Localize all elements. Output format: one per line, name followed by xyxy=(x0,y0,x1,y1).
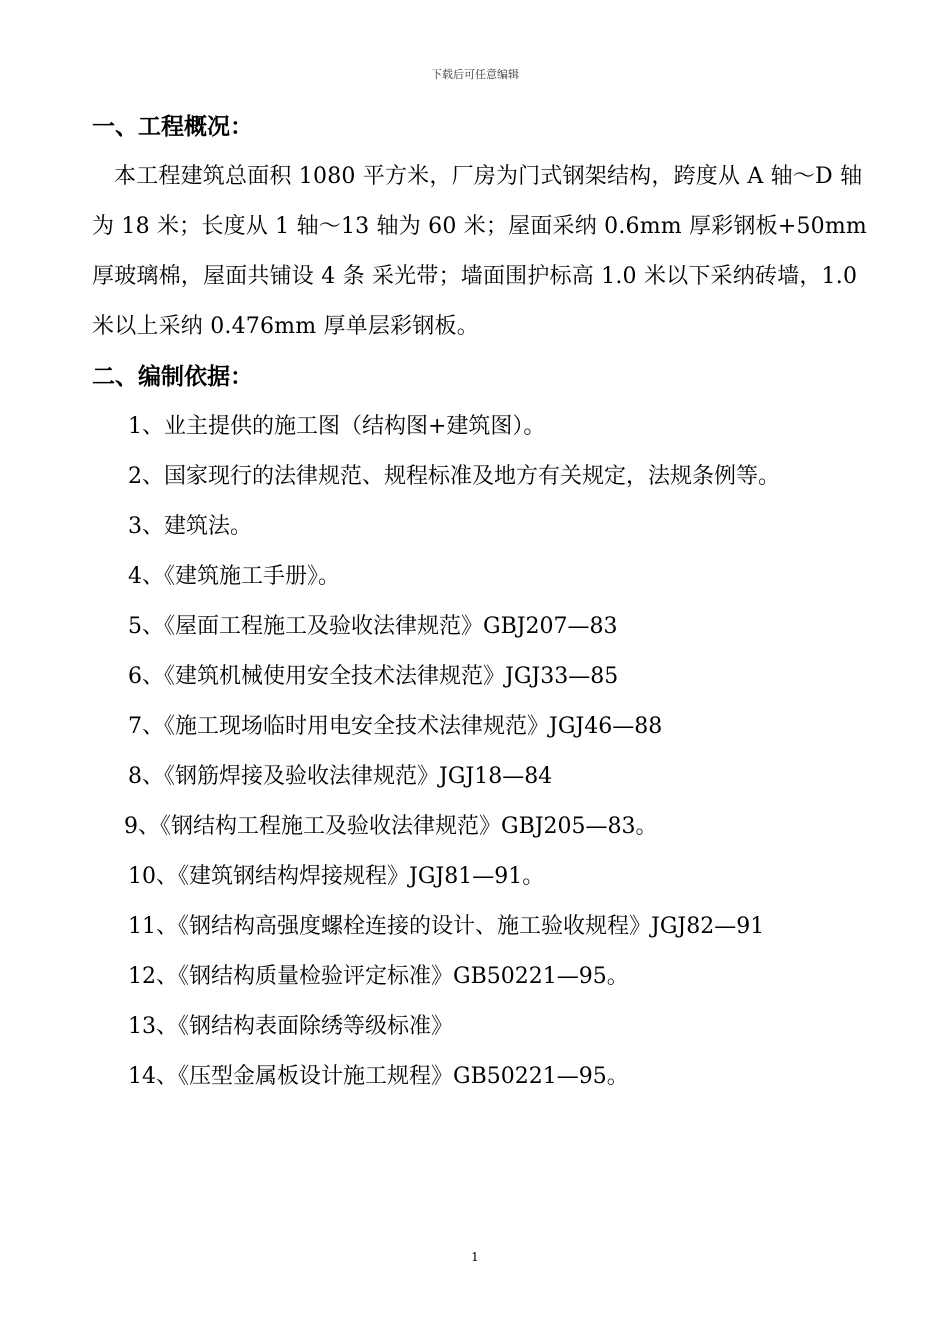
list-item: 13、《钢结构表面除绣等级标准》 xyxy=(128,1014,453,1039)
list-item: 10、《建筑钢结构焊接规程》JGJ81—91。 xyxy=(128,864,545,889)
list-item: 4、《建筑施工手册》。 xyxy=(128,564,340,589)
list-item: 5、《屋面工程施工及验收法律规范》GBJ207—83 xyxy=(128,614,618,639)
list-item: 6、《建筑机械使用安全技术法律规范》JGJ33—85 xyxy=(128,664,619,689)
list-item: 3、建筑法。 xyxy=(128,514,252,539)
list-item: 11、《钢结构高强度螺栓连接的设计、施工验收规程》JGJ82—91 xyxy=(128,914,765,939)
list-item: 2、国家现行的法律规范、规程标准及地方有关规定，法规条例等。 xyxy=(128,464,780,489)
list-item: 8、《钢筋焊接及验收法律规范》JGJ18—84 xyxy=(128,764,553,789)
section-title-overview: 一、工程概况： xyxy=(92,114,253,140)
section-title-basis: 二、编制依据： xyxy=(92,364,253,390)
page-number: 1 xyxy=(471,1250,479,1264)
list-item: 12、《钢结构质量检验评定标准》GB50221—95。 xyxy=(128,964,629,989)
header-note: 下载后可任意编辑 xyxy=(431,68,519,81)
list-item: 7、《施工现场临时用电安全技术法律规范》JGJ46—88 xyxy=(128,714,663,739)
reference-list xyxy=(92,402,872,1102)
list-item: 14、《压型金属板设计施工规程》GB50221—95。 xyxy=(128,1064,629,1089)
list-item: 1、业主提供的施工图（结构图+建筑图）。 xyxy=(128,414,546,439)
list-item: 9、《钢结构工程施工及验收法律规范》GBJ205—83。 xyxy=(124,814,658,839)
document-body xyxy=(92,102,872,1102)
overview-paragraph: 本工程建筑总面积 1080 平方米，厂房为门式钢架结构，跨度从 A 轴～D 轴为 18 米；长度从 1 轴～13 轴为 60 米；屋面采纳 0.6mm 厚彩钢板+50mm 厚玻璃棉，屋面共铺设 4 条 采光带；墙面围护标高 1.0 米以下采纳砖墙，1.0 米以上采纳 0.476mm 厚单层彩钢板。 xyxy=(92,164,867,339)
